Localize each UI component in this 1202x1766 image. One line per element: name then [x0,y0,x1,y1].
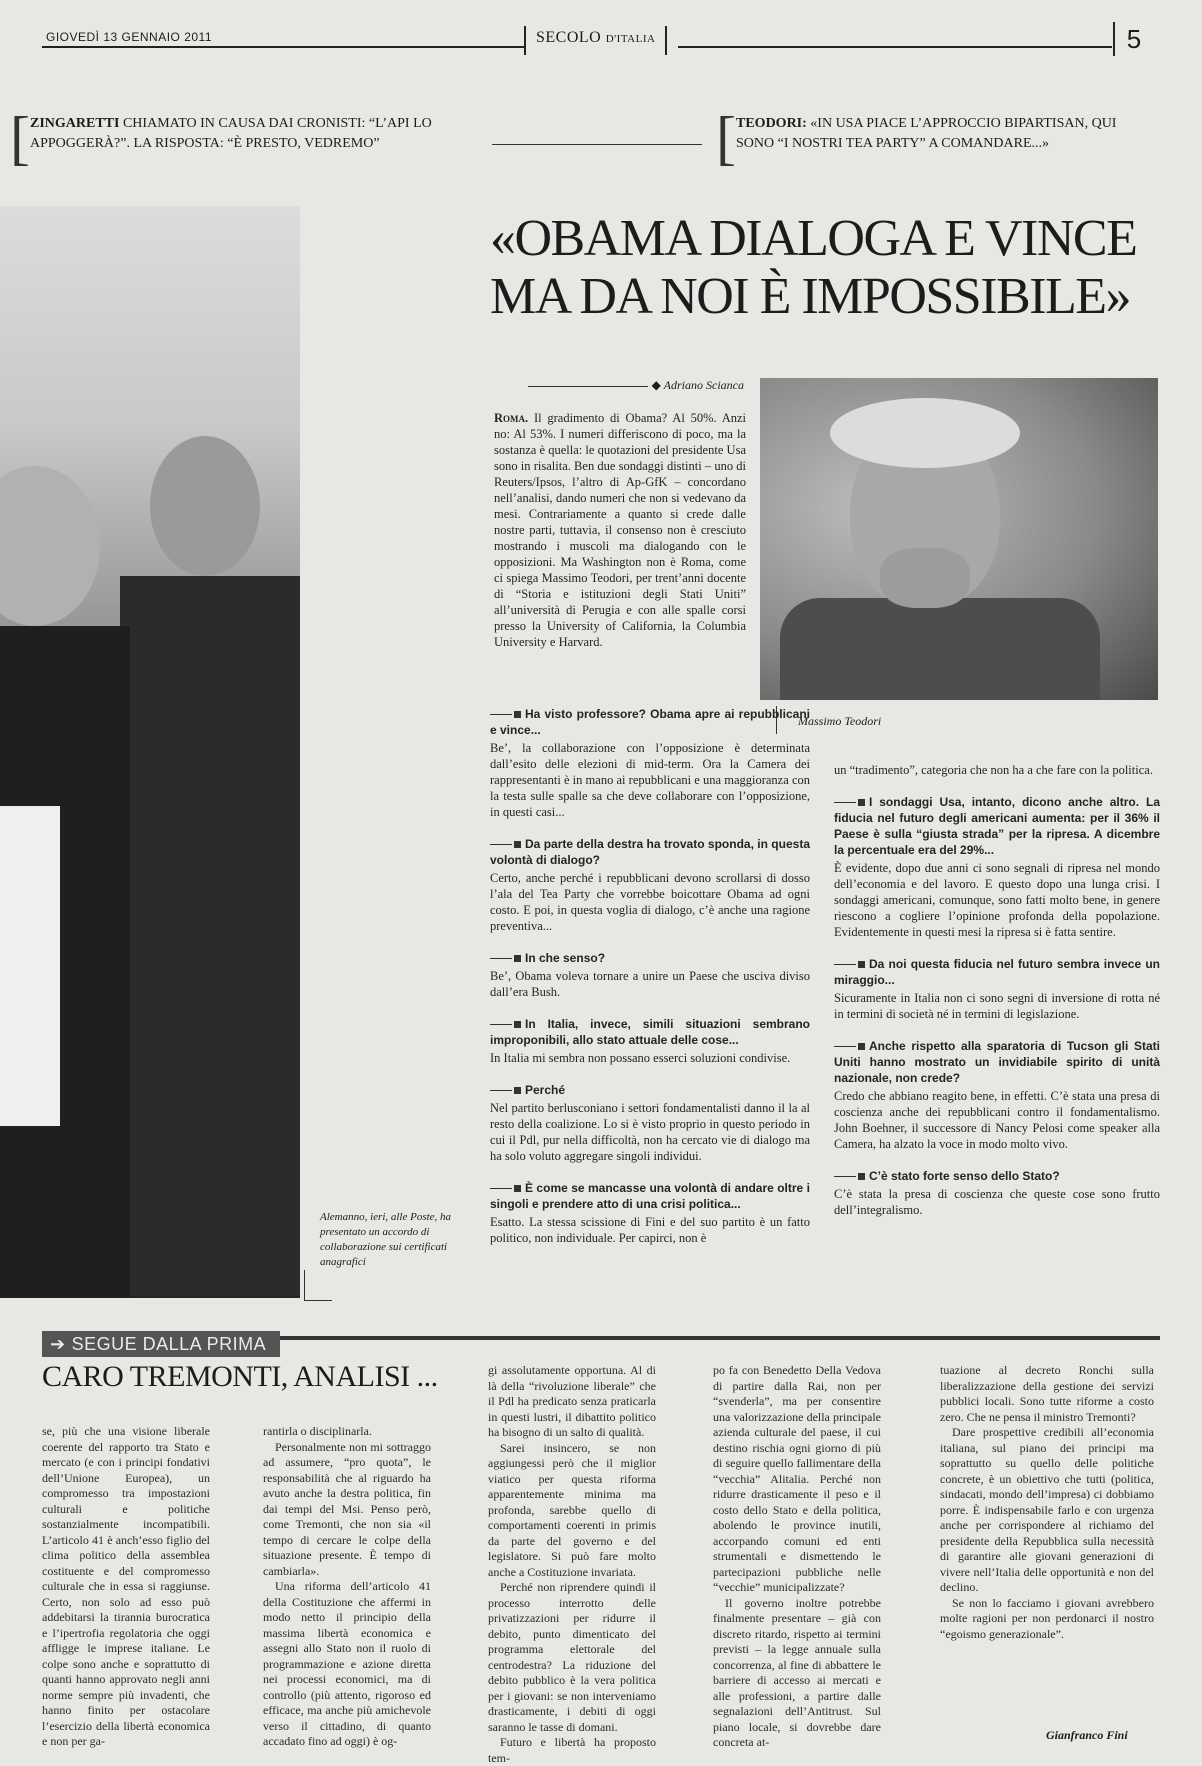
photo-teodori [760,378,1158,700]
byline: ◆ Adriano Scianca [494,378,744,393]
answer: Credo che abbiano reagito bene, in effetti. C’è stata una presa di coscienza anche dei repubblicani contro il fondamentalismo. John Boehner, il successore di Nancy Pelosi come speaker alla Camera, ha alzato la voce in modo molto vivo. [834,1089,1160,1151]
headline: «OBAMA DIALOGA E VINCE MA DA NOI È IMPOSSIBILE» [490,210,1137,325]
kicker-right-text: «IN USA PIACE L’APPROCCIO BIPARTISAN, QUI SONO “I NOSTRI TEA PARTY” A COMANDARE...» [736,116,1117,151]
kicker-left [10,105,470,171]
question: C’è stato forte senso dello Stato? [834,1168,1160,1184]
bracket-icon: [ [716,105,736,171]
masthead-rule-right [678,46,1112,48]
masthead-rule-left [42,46,524,48]
bracket-icon: [ [10,105,30,171]
author-name: Adriano Scianca [663,378,744,392]
answer: In Italia mi sembra non possano esserci soluzioni condivise. [490,1051,791,1065]
issue-date: GIOVEDÌ 13 GENNAIO 2011 [46,30,213,44]
question: Perché [490,1082,810,1098]
question: Ha visto professore? Obama apre ai repubblicani e vince... [490,707,810,737]
answer: Esatto. La stessa scissione di Fini e del suo partito è un fatto politico, non individuale. Per capirci, non è [490,1215,810,1245]
photo-alemanno [0,206,300,1298]
brand-sub: D'ITALIA [605,33,656,45]
qa-column-right [834,762,1160,1218]
question: In che senso? [490,950,810,966]
caption-line [304,1270,305,1300]
dateline: Roma. [494,411,529,425]
bottom-column-1: se, più che una visione liberale coerente del rapporto tra Stato e mercato (e con i principi fondativi dell’Unione Europea), un compromesso tra impostazioni culturali e politiche sostanzialmente incompatibili. L’articolo 41 è anch’esso figlio del clima politico della assemblea costituente e del compromesso culturale che in essa si raggiunse. Certo, non solo ad esso può addebitarsi la tirannia burocratica e l’ipertrofia regolatoria che oggi affligge le imprese italiane. Le colpe sono anche e soprattutto di quanti hanno approvato negli anni norme sempre più invadenti, che hanno finito per ostacolare l’esercizio della libertà economica e non per ga- [42,1424,210,1748]
bottom-column-2: rantirla o disciplinarla. Personalmente non mi sottraggo ad assumere, “pro quota”, le responsabilità che al riguardo ha avuto anche la destra politica, fin dai tempi del Msi. Penso però, come Tremonti, che non sia «il tempo di cercare le colpe della situazione presente. È tempo di cambiarla». Una riforma dell’articolo 41 della Costituzione che affermi in modo netto il principio della massima libertà economica e assegni allo Stato non il ruolo di programmazione e azione diretta nei processi economici, ma di controllo (più attento, rigoroso ed efficace, ma anche più amichevole verso il cittadino, di quanto accadato fino ad oggi) è og- [263,1424,431,1748]
question: Anche rispetto alla sparatoria di Tucson gli Stati Uniti hanno mostrato un invidiabile spirito di unità nazionale, non crede? [834,1039,1160,1085]
photo-caption-teodori: Massimo Teodori [798,714,882,728]
kicker-right-name: TEODORI: [736,116,807,131]
question: I sondaggi Usa, intanto, dicono anche altro. La fiducia nel futuro degli americani aumenta: per il 36% il Paese è sulla “giusta strada” per la ripresa. A dicembre la percentuale era del 29%... [834,795,1160,857]
kicker-divider [492,144,702,145]
answer: Certo, anche perché i repubblicani devono scrollarsi di dosso l’ala del Tea Party che vorrebbe boicottare Obama ad ogni costo. E poi, in questa voglia di dialogo, c’è anche una ragione preventiva... [490,871,810,933]
photo-caption: Alemanno, ieri, alle Poste, ha presentato un accordo di collaborazione sui certificati anagrafici [320,1211,452,1268]
answer: È evidente, dopo due anni ci sono segnali di ripresa nel mondo dell’economia e del lavoro. E questo dopo una lunga crisi. I sondaggi americani, comunque, sono fatti molto bene, in genere riescono a cogliere l’opinione profonda della popolazione. Evidentemente in questi mesi la ripresa si è fatta sentire. [834,861,1160,939]
kicker-left-name: ZINGARETTI [30,116,120,131]
masthead-brand [524,26,667,55]
arrow-right-icon: ➔ [50,1334,66,1354]
segue-label: ➔ SEGUE DALLA PRIMA [42,1331,280,1357]
author-signature: Gianfranco Fini [1046,1728,1128,1742]
intro-text: Il gradimento di Obama? Al 50%. Anzi no: Al 53%. I numeri differiscono di poco, ma la sostanza è quella: le quotazioni del presidente Usa sono in risalita. Ben due sondaggi distinti – uno di Reuters/Ipsos, l’altro di Ap-GfK – concordano nell’analisi, dando numeri che non si vedevano da mesi. Contrariamente a quanto si crede dalle nostre parti, tuttavia, il consenso non è cresciuto mostrando i muscoli ma dialogando con le opposizioni. Ma Washington non è Roma, come ci spiega Massimo Teodori, per trent’anni docente di “Storia e istituzioni degli Stati Uniti” all’università di Perugia e con alle spalle corsi presso la University of California, la Columbia University e Harvard. [494,411,746,649]
byline-rule [528,386,648,387]
bottom-column-3: gi assolutamente opportuna. Al di là della “rivoluzione liberale” che il Pdl ha predicato senza praticarla in questi lustri, il dibattito politico ha bisogno di un salto di qualità. Sarei insincero, se non aggiungessi però che il miglior viatico per questa riforma apparentemente minima ma profonda, sarebbe quello di comportamenti coerenti in primis da parte del governo e del legislatore. Si può fare molto anche a Costituzione invariata. Perché non riprendere quindi il processo interrotto delle privatizzazioni per ridurre il debito, punto dimenticato del programma elettorale del centrodestra? La riduzione del debito pubblico è la vera politica per i giovani: se non interveniamo drasticamente, i debiti di oggi saranno le tasse di domani. Futuro e libertà ha proposto tem- [488,1363,656,1765]
question: Da parte della destra ha trovato sponda, in questa volontà di dialogo? [490,837,810,867]
answer: Nel partito berlusconiano i settori fondamentalisti danno il la al resto della coalizione. Lo si è visto proprio in questo periodo in cui il Pdl, pur nella difficoltà, non ha cercato vie di dialogo ma ha solo voluto aggregare singoli individui. [490,1101,810,1163]
kicker-left-text: CHIAMATO IN CAUSA DAI CRONISTI: “L’API LO APPOGGERÀ?”. LA RISPOSTA: “È PRESTO, VEDREMO” [30,116,432,151]
answer: Sicuramente in Italia non ci sono segni di inversione di rotta né in termini di società né in termini di legislazione. [834,991,1160,1021]
answer: Be’, Obama voleva tornare a unire un Paese che usciva diviso dall’era Bush. [490,969,810,999]
bottom-column-4: po fa con Benedetto Della Vedova di partire dalla Rai, non per “svenderla”, ma per consentire una valorizzazione della principale azienda culturale del paese, il cui destino rischia ogni giorno di più di seguire quello fallimentare della “vecchia” Alitalia. Perché non ridurre drasticamente il peso e il costo dello Stato e della politica, abolendo le province inutili, accorpando comuni ed enti strumentali e dismettendo le partecipazioni pubbliche nelle “vecchie” municipalizzate? Il governo inoltre potrebbe finalmente presentare – già con discreto ritardo, rispetto ai termini previsti – la legge annuale sulla concorrenza, al fine di abbattere le barriere di accesso ai mercati e alle professioni, a partire dalle segnalazioni dell’Antitrust. Sul piano locale, si dovrebbe dare concreta at- [713,1363,881,1749]
question: È come se mancasse una volontà di andare oltre i singoli e prendere atto di una crisi politica... [490,1181,810,1211]
bottom-article-title: CARO TREMONTI, ANALISI ... [42,1360,438,1393]
question: In Italia, invece, simili situazioni sembrano improponibili, allo stato attuale delle cose... [490,1017,810,1047]
article-intro [494,410,746,650]
caption-tick [304,1300,332,1301]
page-number: 5 [1113,22,1153,56]
answer-continued: un “tradimento”, categoria che non ha a che fare con la politica. [834,763,1153,777]
question: Da noi questa fiducia nel futuro sembra invece un miraggio... [834,957,1160,987]
bottom-column-5: tuazione al decreto Ronchi sulla liberalizzazione della gestione dei servizi pubblici locali. Sono tutte riforme a costo zero. Che ne pensa il ministro Tremonti? Dare prospettive credibili all’economia italiana, sul piano dei principi ma soprattutto su quello delle politiche concrete, è un obiettivo che tutti (politica, sindacati, mondo dell’impresa) ci dobbiamo porre. È indispensabile farlo e con urgenza anche per corrispondere al richiamo del presidente della Repubblica sulla necessità di garantire alle giovani generazioni di vivere nell’Italia delle opportunità e non del declino. Se non lo facciamo i giovani avrebbero molte ragioni per non perdonarci il nostro “egoismo generazionale”. [940,1363,1154,1641]
answer: Be’, la collaborazione con l’opposizione è determinata dall’esito delle elezioni di mid-term. Ora la Camera dei rappresentanti è in mano ai repubblicani e una maggioranza con la testa sulle spalle sa che deve collaborare con l’opposizione, in questi casi... [490,741,810,819]
kicker-right [716,105,1156,171]
brand-name: SECOLO [536,29,602,46]
answer: C’è stata la presa di coscienza che queste cose sono frutto dell’integralismo. [834,1187,1160,1217]
qa-column-left [490,706,810,1246]
